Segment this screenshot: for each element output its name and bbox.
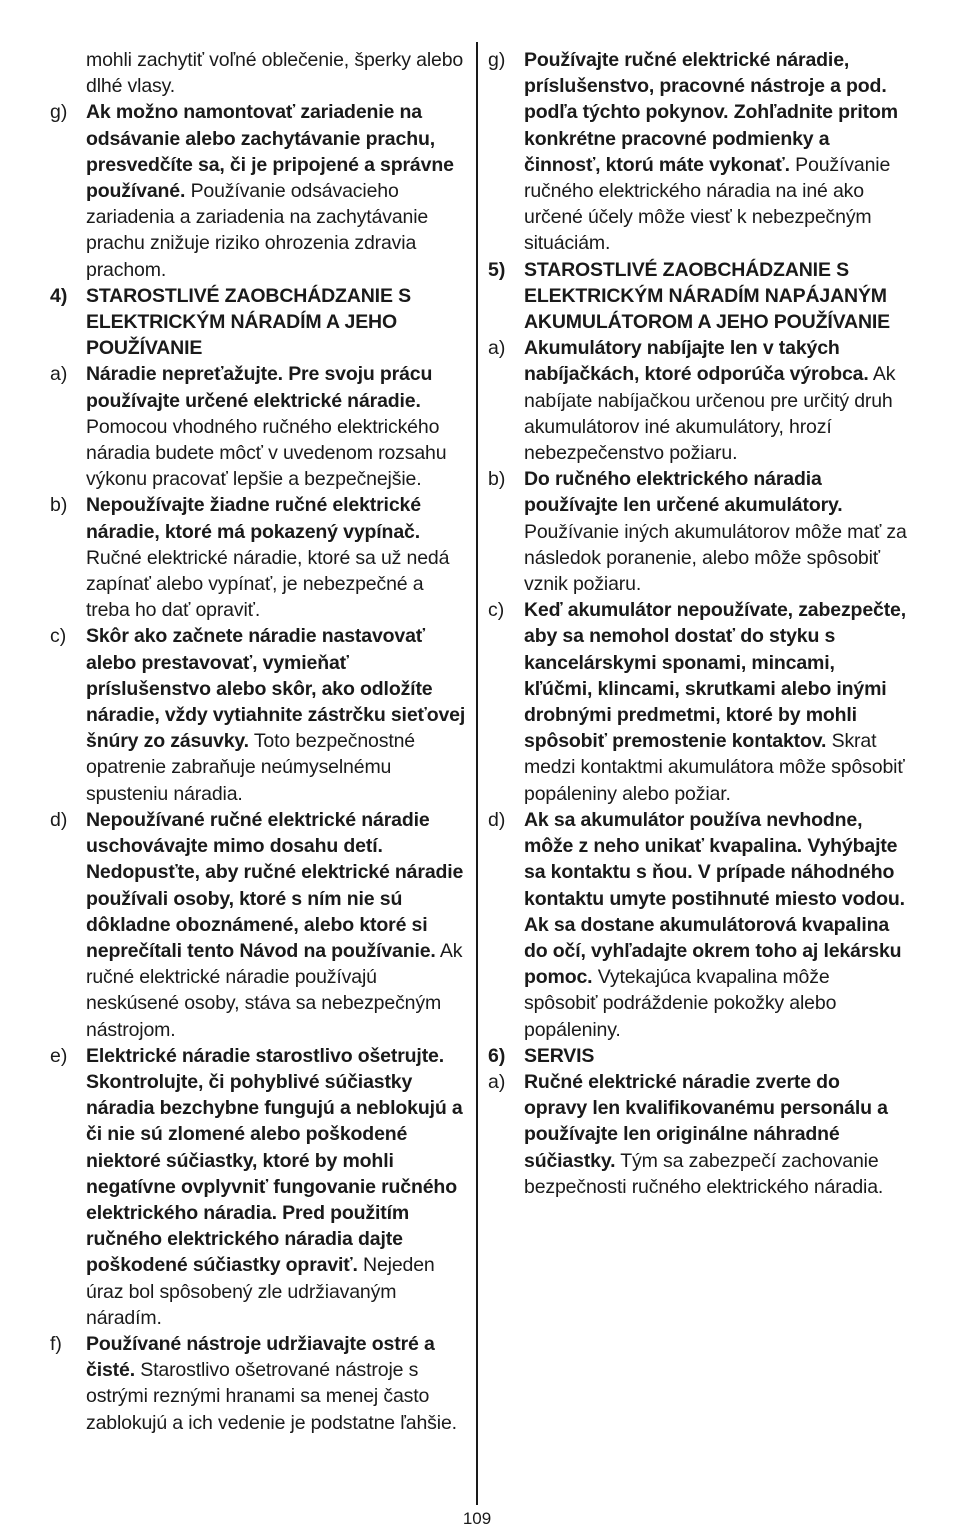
item-label bbox=[50, 47, 86, 99]
list-item bbox=[488, 807, 908, 1043]
item-text: Akumulátory nabíjajte len v takých nabíjačkách, ktoré odporúča výrobca. Ak nabíjate nabíjačkou určenou pre určitý druh akumulátorov iné akumulátory, hrozí nebezpečenstvo požiaru. bbox=[524, 337, 896, 465]
item-text: Ak sa akumulátor používa nevhodne, môže z neho unikať kvapalina. Vyhýbajte sa kontaktu s ňou. V prípade náhodného kontaktu umyte postihnuté miesto vodou. Ak sa dostane akumulátorová kvapalina do očí, vyhľadajte okrem toho aj lekársku pomoc. Vytekajúca kvapalina môže spôsobiť podráždenie pokožky alebo popáleniny. bbox=[524, 808, 905, 1041]
column-divider bbox=[476, 42, 478, 1505]
item-text: mohli zachytiť voľné oblečenie, šperky alebo dlhé vlasy. bbox=[86, 49, 464, 98]
section-number: 5) bbox=[488, 258, 506, 281]
section-number: 4) bbox=[50, 284, 68, 307]
section-heading bbox=[50, 283, 468, 362]
item-label: g) bbox=[488, 49, 506, 71]
item-text: Ručné elektrické náradie zverte do opravy len kvalifikovanému personálu a používajte len originálne náhradné súčiastky. Tým sa zabezpečí zachovanie bezpečnosti ručného elektrického náradia. bbox=[524, 1070, 888, 1198]
list-item bbox=[488, 1069, 908, 1200]
section-title: STAROSTLIVÉ ZAOBCHÁDZANIE S ELEKTRICKÝM NÁRADÍM NAPÁJANÝM AKUMULÁTOROM A JEHO POUŽÍVANIE bbox=[524, 258, 891, 334]
item-text: Ak možno namontovať zariadenie na odsávanie alebo zachytávanie prachu, presvedčíte sa, či je pripojené a správne používané. Používanie odsávacieho zariadenia a zariadenia na zachytávanie prachu znižuje riziko ohrozenia zdravia prachom. bbox=[86, 101, 454, 281]
item-text: Do ručného elektrického náradia používajte len určené akumulátory. Používanie iných akumulátorov môže mať za následok poranenie, alebo môže spôsobiť vznik požiaru. bbox=[524, 468, 907, 596]
item-label: f) bbox=[50, 1332, 62, 1355]
list-item bbox=[488, 597, 908, 807]
list-item bbox=[50, 623, 468, 806]
page-number: 109 bbox=[462, 1509, 492, 1528]
list-item bbox=[488, 466, 908, 597]
item-text: Keď akumulátor nepoužívate, zabezpečte, aby sa nemohol dostať do styku s kancelárskymi sponami, mincami, kľúčmi, klincami, skrutkami alebo inými drobnými predmetmi, ktoré by mohli spôsobiť premostenie kontaktov. Skrat medzi kontaktmi akumulátora môže spôsobiť popáleniny alebo požiar. bbox=[524, 599, 907, 805]
item-label: a) bbox=[50, 363, 68, 386]
item-text: Elektrické náradie starostlivo ošetrujte. Skontrolujte, či pohyblivé súčiastky náradia bezchybne fungujú a neblokujú a či nie sú zlomené alebo poškodené niektoré súčiastky, ktoré by mohli negatívne ovplyvniť fungovanie ručného elektrického náradia. Pred použitím ručného elektrického náradia dajte poškodené súčiastky opraviť. Nejeden úraz bol spôsobený zle udržiavaným náradím. bbox=[86, 1044, 463, 1329]
item-label: g) bbox=[50, 101, 68, 124]
item-text: Používané nástroje udržiavajte ostré a čisté. Starostlivo ošetrované nástroje s ostrými reznými hranami sa menej často zablokujú a ich vedenie je podstatne ľahšie. bbox=[86, 1332, 457, 1434]
right-column bbox=[488, 47, 908, 1200]
list-item bbox=[488, 47, 908, 257]
left-column bbox=[50, 47, 468, 1436]
section-heading bbox=[488, 1043, 908, 1069]
list-item bbox=[50, 47, 468, 99]
item-label: c) bbox=[488, 599, 505, 622]
list-item bbox=[50, 807, 468, 1043]
list-item bbox=[488, 335, 908, 466]
item-label: b) bbox=[50, 494, 68, 517]
section-heading bbox=[488, 257, 908, 336]
section-title: SERVIS bbox=[524, 1044, 595, 1067]
item-label: a) bbox=[488, 1070, 506, 1093]
item-label: d) bbox=[488, 808, 506, 831]
item-text: Používajte ručné elektrické náradie, príslušenstvo, pracovné nástroje a pod. podľa týchto pokynov. Zohľadnite pritom konkrétne pracovné podmienky a činnosť, ktorú máte vykonať. Používanie ručného elektrického náradia na iné ako určené účely môže viesť k nebezpečným situáciám. bbox=[524, 49, 898, 255]
item-label: d) bbox=[50, 808, 68, 831]
item-label: e) bbox=[50, 1044, 68, 1067]
list-item bbox=[50, 361, 468, 492]
list-item bbox=[50, 99, 468, 282]
list-item bbox=[50, 492, 468, 623]
item-label: a) bbox=[488, 337, 506, 360]
list-item bbox=[50, 1331, 468, 1436]
section-title: STAROSTLIVÉ ZAOBCHÁDZANIE S ELEKTRICKÝM NÁRADÍM A JEHO POUŽÍVANIE bbox=[86, 284, 411, 360]
item-text: Náradie nepreťažujte. Pre svoju prácu používajte určené elektrické náradie. Pomocou vhodného ručného elektrického náradia budete môcť v uvedenom rozsahu výkonu pracovať lepšie a bezpečnejšie. bbox=[86, 363, 447, 491]
item-label: b) bbox=[488, 468, 506, 491]
item-label: c) bbox=[50, 625, 67, 648]
item-text: Skôr ako začnete náradie nastavovať alebo prestavovať, vymieňať príslušenstvo alebo skôr, ako odložíte náradie, vždy vytiahnite zástrčku sieťovej šnúry zo zásuvky. Toto bezpečnostné opatrenie zabraňuje neúmyselnému spusteniu náradia. bbox=[86, 625, 466, 805]
list-item bbox=[50, 1043, 468, 1331]
section-number: 6) bbox=[488, 1044, 506, 1067]
item-text: Nepoužívajte žiadne ručné elektrické náradie, ktoré má pokazený vypínač. Ručné elektrické náradie, ktoré sa už nedá zapínať alebo vypínať, je nebezpečné a treba ho dať opraviť. bbox=[86, 494, 450, 622]
item-text: Nepoužívané ručné elektrické náradie uschovávajte mimo dosahu detí. Nedopusťte, aby ručné elektrické náradie používali osoby, ktoré s ním nie sú dôkladne oboznámené, alebo ktoré si neprečítali tento Návod na používanie. Ak ručné elektrické náradie používajú neskúsené osoby, stáva sa nebezpečným nástrojom. bbox=[86, 808, 464, 1041]
